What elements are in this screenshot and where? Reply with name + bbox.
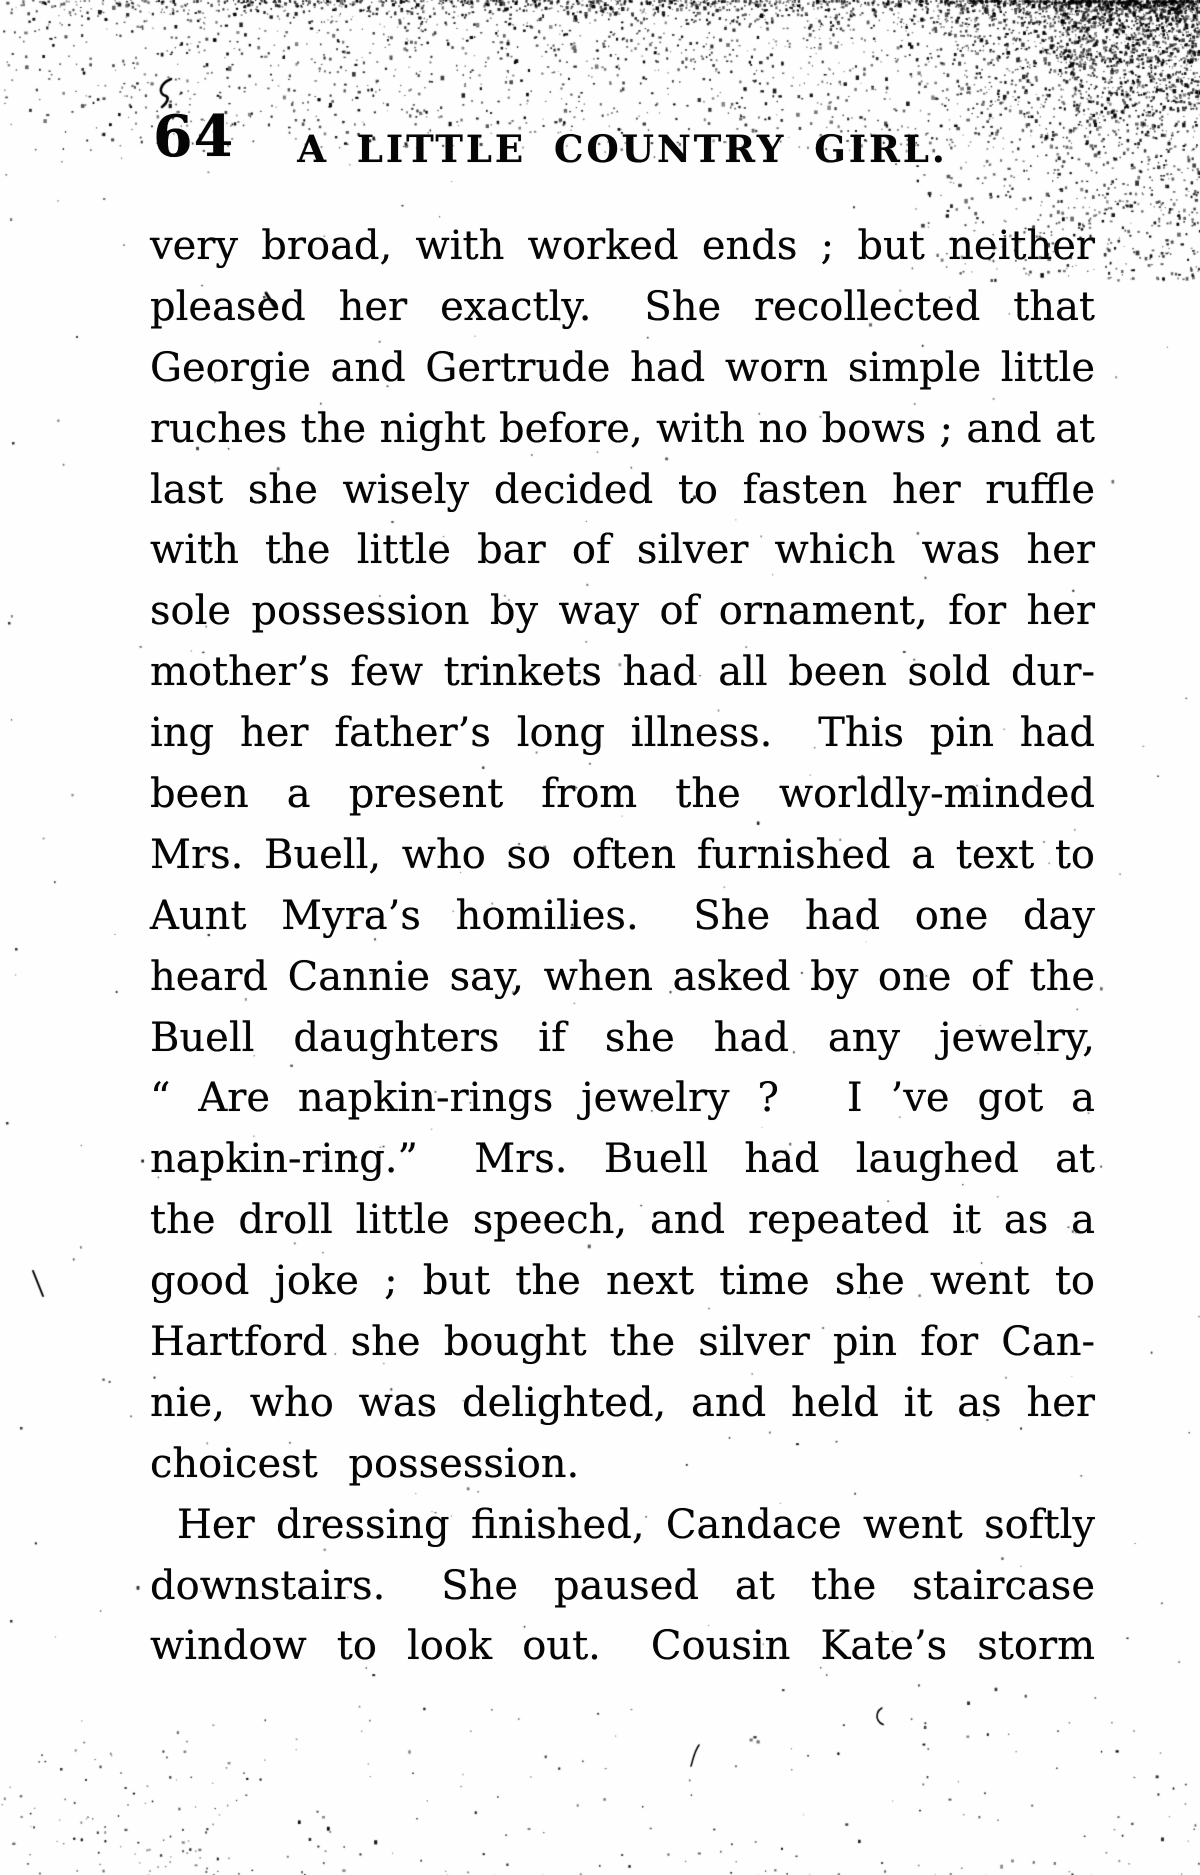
text-line: pleased her exactly. She recollected that [150, 283, 1095, 330]
text-line: Georgie and Gertrude had worn simple little [150, 344, 1095, 391]
text-line: Aunt Myra’s homilies. She had one day [150, 892, 1095, 939]
running-title: A LITTLE COUNTRY GIRL. [297, 127, 948, 171]
text-line: Mrs. Buell, who so often furnished a text to [150, 831, 1095, 878]
text-line: sole possession by way of ornament, for her [150, 588, 1095, 635]
text-line-paragraph-end: choicest possession. [150, 1440, 580, 1487]
text-line: the droll little speech, and repeated it as a [150, 1197, 1095, 1244]
body-text [150, 216, 1095, 1677]
text-line: Buell daughters if she had any jewelry, [150, 1014, 1095, 1061]
text-line: window to look out. Cousin Kate’s storm [150, 1623, 1095, 1670]
text-line: ruches the night before, with no bows ; and at [150, 405, 1095, 452]
text-line: “ Are napkin-rings jewelry ? I ’ve got a [150, 1075, 1095, 1122]
text-line: napkin-ring.” Mrs. Buell had laughed at [150, 1136, 1095, 1183]
text-line: nie, who was delighted, and held it as her [150, 1379, 1095, 1426]
text-line: ing her father’s long illness. This pin had [150, 710, 1095, 757]
text-line: been a present from the worldly-minded [150, 771, 1095, 818]
text-line: good joke ; but the next time she went to [150, 1258, 1095, 1305]
text-line: mother’s few trinkets had all been sold dur- [150, 649, 1095, 696]
text-line: last she wisely decided to fasten her ruffle [150, 466, 1095, 513]
text-line: with the little bar of silver which was her [150, 527, 1095, 574]
text-line: very broad, with worked ends ; but neither [150, 223, 1095, 269]
text-line-paragraph-start: Her dressing finished, Candace went softly [177, 1501, 1095, 1548]
text-line: heard Cannie say, when asked by one of the [150, 953, 1095, 1000]
page-number: 64 [153, 103, 235, 170]
text-line: Hartford she bought the silver pin for Can- [150, 1319, 1095, 1366]
text-line: downstairs. She paused at the staircase [150, 1562, 1095, 1609]
